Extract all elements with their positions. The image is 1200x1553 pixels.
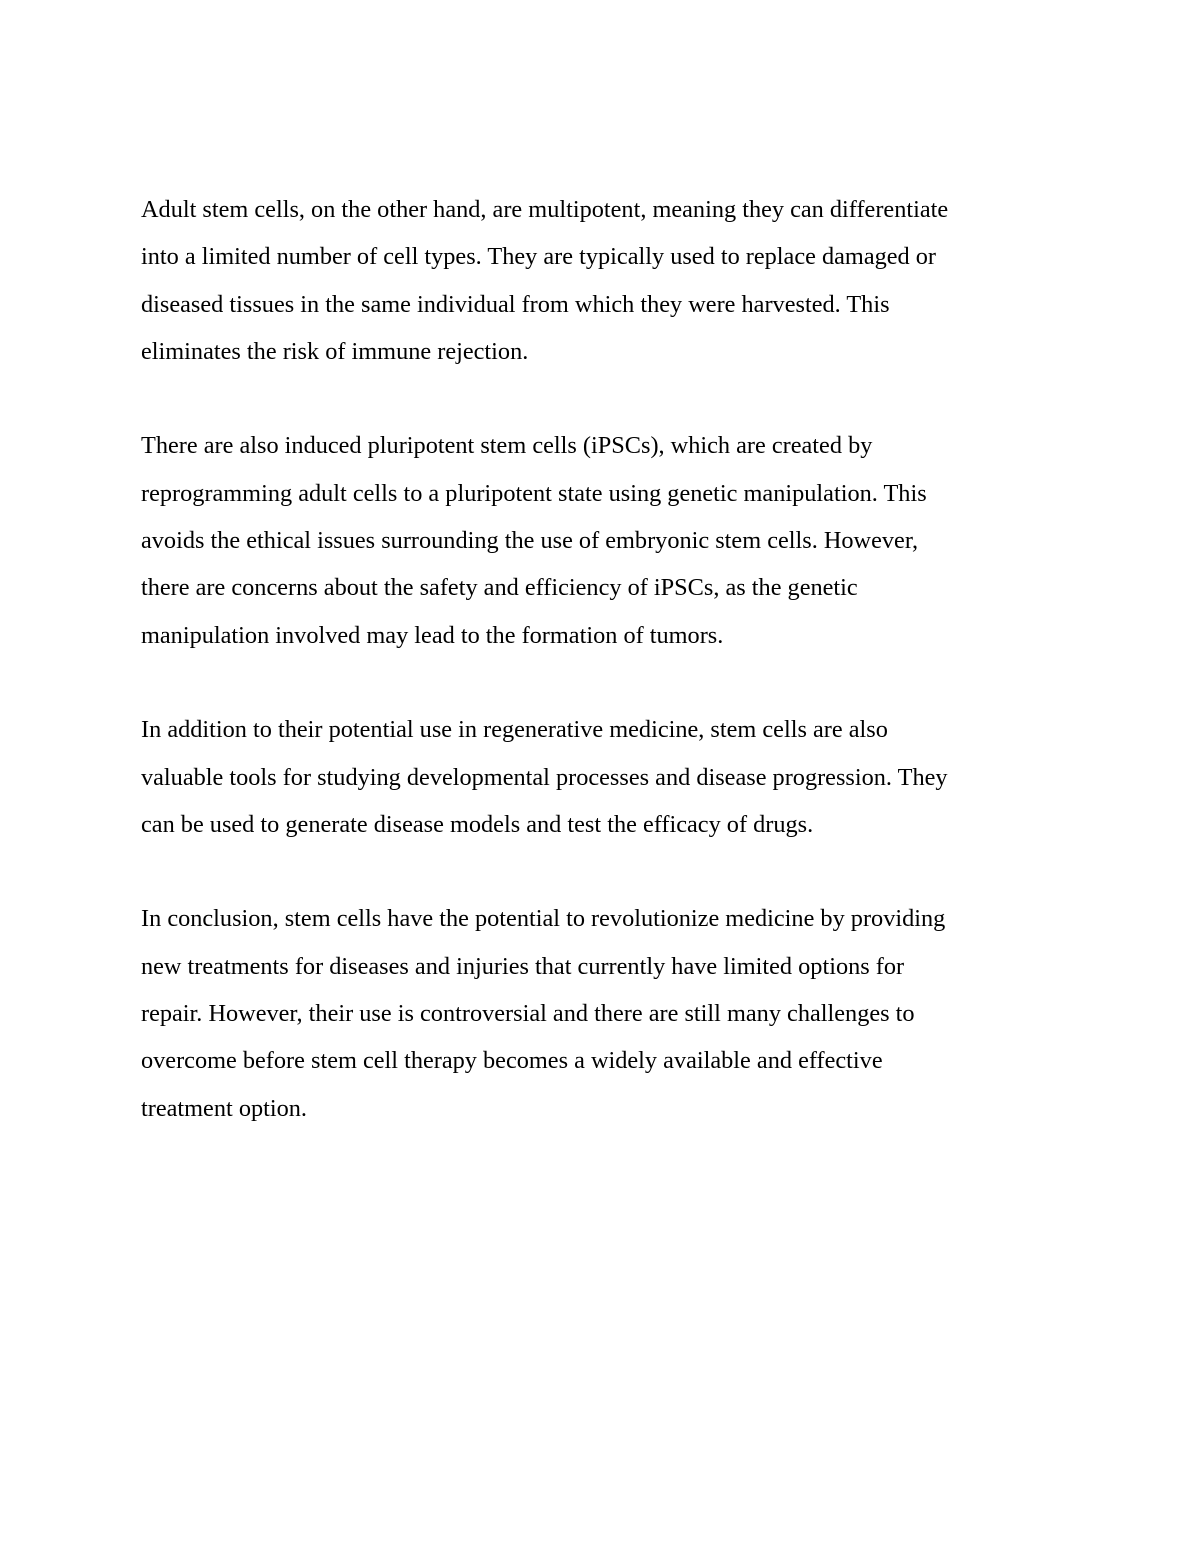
paragraph-ipscs [141, 422, 1066, 658]
text-line: avoids the ethical issues surrounding the use of embryonic stem cells. However, [141, 527, 919, 555]
text-line: manipulation involved may lead to the formation of tumors. [141, 621, 724, 649]
text-line: In addition to their potential use in regenerative medicine, stem cells are also [141, 716, 888, 744]
paragraph-adult-stem-cells [141, 186, 1066, 375]
text-line: reprogramming adult cells to a pluripotent state using genetic manipulation. This [141, 479, 927, 507]
text-line: overcome before stem cell therapy becomes a widely available and effective [141, 1047, 883, 1075]
text-line: there are concerns about the safety and efficiency of iPSCs, as the genetic [141, 574, 858, 602]
body-text [141, 186, 1066, 1179]
text-line: diseased tissues in the same individual from which they were harvested. This [141, 290, 890, 318]
text-line: repair. However, their use is controversial and there are still many challenges to [141, 1000, 915, 1028]
text-line: into a limited number of cell types. They are typically used to replace damaged or [141, 243, 936, 271]
text-line: valuable tools for studying developmental processes and disease progression. They [141, 763, 948, 791]
text-line: can be used to generate disease models and test the efficacy of drugs. [141, 810, 814, 838]
text-line: In conclusion, stem cells have the potential to revolutionize medicine by providing [141, 905, 946, 933]
text-line: eliminates the risk of immune rejection. [141, 337, 529, 365]
text-line: Adult stem cells, on the other hand, are multipotent, meaning they can differentiate [141, 196, 949, 223]
paragraph-conclusion [141, 895, 1066, 1131]
text-line: new treatments for diseases and injuries that currently have limited options for [141, 952, 905, 980]
paragraph-research-uses [141, 706, 1066, 848]
text-line: There are also induced pluripotent stem cells (iPSCs), which are created by [141, 432, 873, 460]
text-line: treatment option. [141, 1094, 307, 1122]
